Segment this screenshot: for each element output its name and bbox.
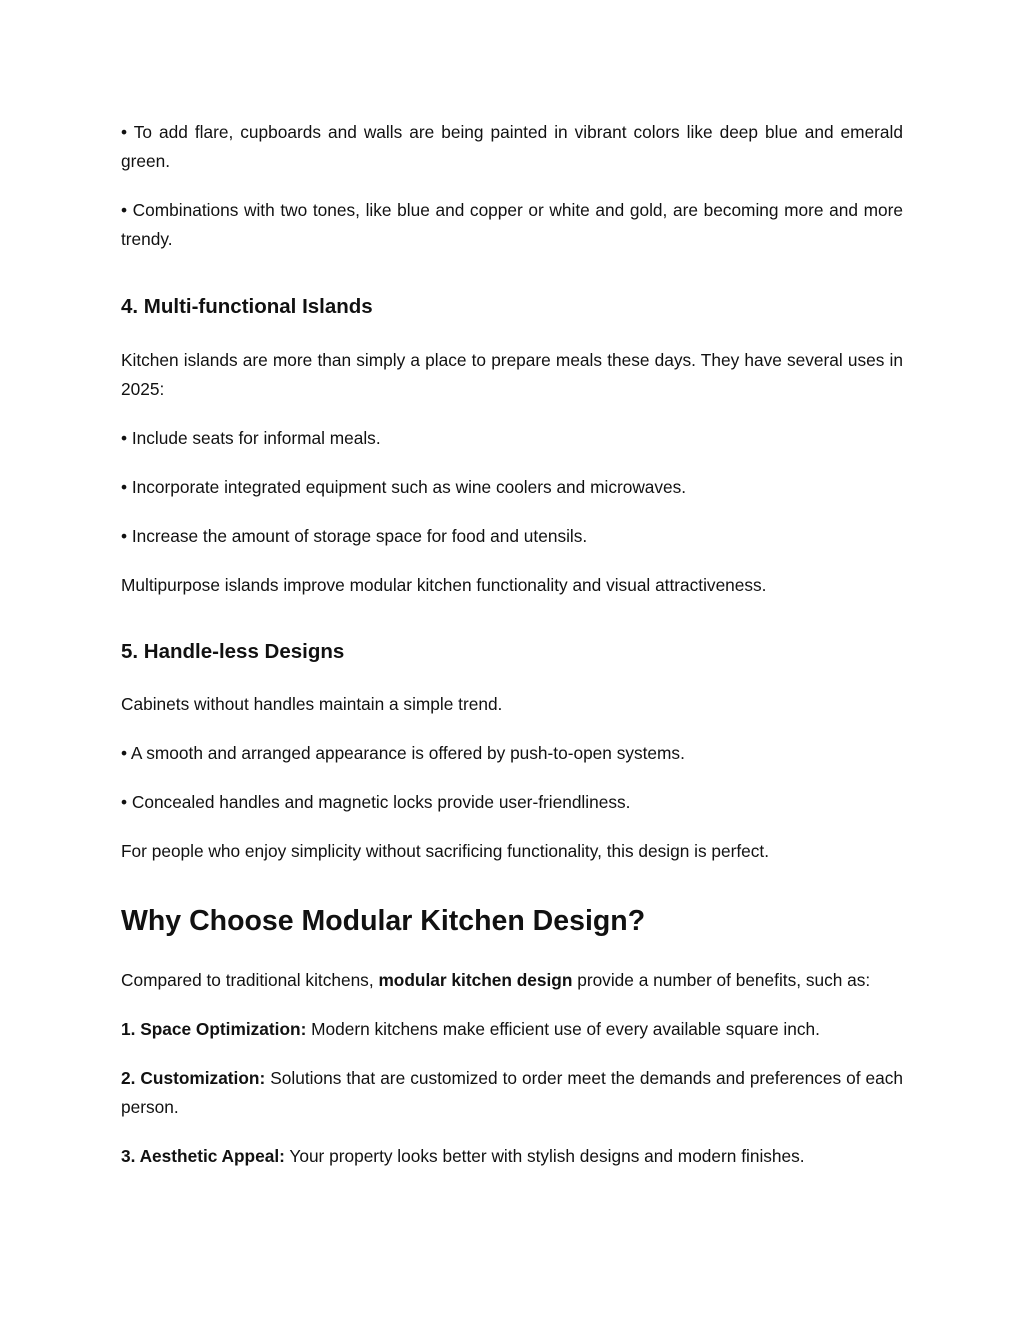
section-heading: 5. Handle-less Designs xyxy=(121,640,345,663)
benefit-item xyxy=(121,1015,903,1044)
bold-text: modular kitchen design xyxy=(378,970,573,990)
benefit-label: 1. Space Optimization: xyxy=(121,1019,307,1039)
paragraph xyxy=(121,966,903,995)
benefit-text: Solutions that are customized to order meet the demands and preferences of each person. xyxy=(121,1068,903,1117)
paragraph: Multipurpose islands improve modular kitchen functionality and visual attractiveness. xyxy=(121,575,767,595)
section-heading: 4. Multi-functional Islands xyxy=(121,295,373,318)
bullet-item: • A smooth and arranged appearance is offered by push-to-open systems. xyxy=(121,743,685,763)
document-page xyxy=(121,118,903,1171)
text-run: Compared to traditional kitchens, xyxy=(121,970,379,990)
benefit-item xyxy=(121,1142,903,1171)
paragraph: For people who enjoy simplicity without sacrificing functionality, this design is perfect. xyxy=(121,841,770,861)
bullet-item: • To add flare, cupboards and walls are being painted in vibrant colors like deep blue and emerald green. xyxy=(121,122,903,171)
paragraph: Cabinets without handles maintain a simple trend. xyxy=(121,694,503,714)
benefit-label: 3. Aesthetic Appeal: xyxy=(121,1146,285,1166)
benefit-label: 2. Customization: xyxy=(121,1068,266,1088)
benefit-text: Modern kitchens make efficient use of every available square inch. xyxy=(306,1019,820,1039)
bullet-item: • Combinations with two tones, like blue and copper or white and gold, are becoming more and more trendy. xyxy=(121,200,903,249)
bullet-item: • Increase the amount of storage space for food and utensils. xyxy=(121,526,588,546)
bullet-item: • Concealed handles and magnetic locks provide user-friendliness. xyxy=(121,792,631,812)
benefit-item xyxy=(121,1064,903,1122)
bullet-item: • Incorporate integrated equipment such as wine coolers and microwaves. xyxy=(121,477,687,497)
main-heading: Why Choose Modular Kitchen Design? xyxy=(121,905,646,937)
text-run: provide a number of benefits, such as: xyxy=(572,970,871,990)
paragraph: Kitchen islands are more than simply a place to prepare meals these days. They have several uses in 2025: xyxy=(121,350,903,399)
benefit-text: Your property looks better with stylish designs and modern finishes. xyxy=(284,1146,805,1166)
bullet-item: • Include seats for informal meals. xyxy=(121,428,381,448)
